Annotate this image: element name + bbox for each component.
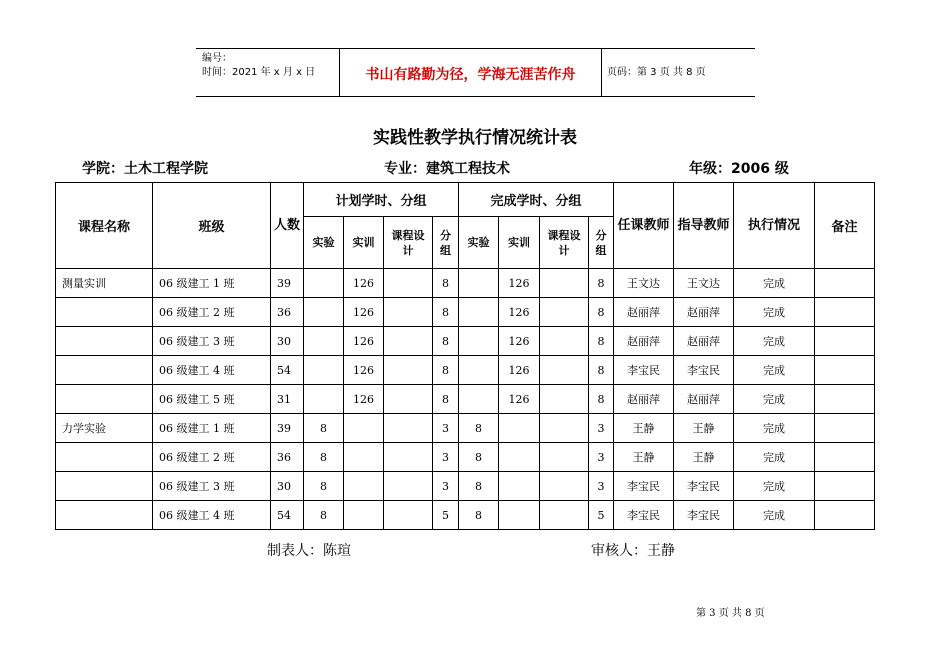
cell-class: 06 级建工 2 班 (153, 443, 271, 472)
cell-c-lab (459, 356, 499, 385)
cell-c-groups: 8 (589, 385, 614, 414)
cell-p-design (384, 327, 433, 356)
cell-p-train (344, 443, 384, 472)
cell-class: 06 级建工 1 班 (153, 269, 271, 298)
cell-c-groups: 3 (589, 443, 614, 472)
page-label: 页码：第 3 页 共 8 页 (607, 67, 706, 78)
cell-advisor: 赵丽萍 (674, 385, 734, 414)
header-planned-lab: 实验 (304, 217, 344, 269)
cell-p-train: 126 (344, 269, 384, 298)
cell-course (56, 443, 153, 472)
cell-p-lab (304, 385, 344, 414)
header-completed: 完成学时、分组 (459, 183, 614, 217)
cell-course (56, 327, 153, 356)
header-teacher: 任课教师 (614, 183, 674, 269)
cell-p-groups: 8 (433, 356, 459, 385)
cell-c-train: 126 (499, 298, 540, 327)
cell-teacher: 赵丽萍 (614, 385, 674, 414)
cell-remark (815, 443, 875, 472)
table-row (56, 269, 875, 298)
cell-teacher: 赵丽萍 (614, 327, 674, 356)
cell-advisor: 李宝民 (674, 472, 734, 501)
header-advisor: 指导教师 (674, 183, 734, 269)
cell-status: 完成 (734, 298, 815, 327)
cell-p-lab (304, 327, 344, 356)
header-remark: 备注 (815, 183, 875, 269)
cell-p-design (384, 501, 433, 530)
header-class: 班级 (153, 183, 271, 269)
cell-c-lab (459, 298, 499, 327)
cell-c-design (540, 269, 589, 298)
cell-p-design (384, 356, 433, 385)
table-row (56, 298, 875, 327)
cell-count: 54 (271, 501, 304, 530)
cell-status: 完成 (734, 327, 815, 356)
table-maker: 制表人：陈瑄 (267, 543, 351, 559)
cell-course (56, 385, 153, 414)
cell-p-design (384, 385, 433, 414)
time-label: 时间：2021 年 x 月 x 日 (202, 67, 316, 78)
cell-remark (815, 414, 875, 443)
table-row (56, 443, 875, 472)
statistics-table (55, 182, 875, 530)
cell-course (56, 501, 153, 530)
header-info-cell (196, 49, 340, 96)
table-header-row (56, 183, 875, 217)
table-row (56, 414, 875, 443)
cell-p-train (344, 501, 384, 530)
cell-count: 31 (271, 385, 304, 414)
cell-c-train (499, 443, 540, 472)
cell-p-lab: 8 (304, 472, 344, 501)
cell-p-design (384, 269, 433, 298)
cell-p-groups: 3 (433, 472, 459, 501)
cell-c-train: 126 (499, 269, 540, 298)
cell-c-lab: 8 (459, 501, 499, 530)
cell-p-groups: 8 (433, 385, 459, 414)
cell-c-lab: 8 (459, 472, 499, 501)
cell-remark (815, 356, 875, 385)
cell-advisor: 赵丽萍 (674, 327, 734, 356)
cell-c-train: 126 (499, 356, 540, 385)
table-row (56, 472, 875, 501)
cell-status: 完成 (734, 472, 815, 501)
cell-p-train: 126 (344, 327, 384, 356)
cell-c-design (540, 501, 589, 530)
cell-c-design (540, 414, 589, 443)
cell-course (56, 298, 153, 327)
cell-teacher: 赵丽萍 (614, 298, 674, 327)
page-title: 实践性教学执行情况统计表 (373, 128, 577, 148)
motto-cell (340, 49, 602, 96)
cell-advisor: 赵丽萍 (674, 298, 734, 327)
header-planned-train: 实训 (344, 217, 384, 269)
cell-c-train: 126 (499, 385, 540, 414)
cell-p-design (384, 298, 433, 327)
header-count: 人数 (271, 183, 304, 269)
cell-p-design (384, 414, 433, 443)
cell-p-train: 126 (344, 385, 384, 414)
cell-p-lab (304, 356, 344, 385)
cell-class: 06 级建工 1 班 (153, 414, 271, 443)
college-label: 学院：土木工程学院 (82, 161, 208, 177)
cell-c-train: 126 (499, 327, 540, 356)
cell-remark (815, 385, 875, 414)
cell-c-groups: 8 (589, 356, 614, 385)
header-completed-design: 课程设计 (540, 217, 589, 269)
cell-p-design (384, 472, 433, 501)
major-label: 专业：建筑工程技术 (384, 161, 510, 177)
header-completed-groups: 分组 (589, 217, 614, 269)
cell-p-groups: 3 (433, 414, 459, 443)
cell-c-design (540, 356, 589, 385)
cell-c-lab: 8 (459, 443, 499, 472)
cell-c-groups: 8 (589, 327, 614, 356)
cell-class: 06 级建工 4 班 (153, 501, 271, 530)
cell-count: 39 (271, 414, 304, 443)
grade-label: 年级：2006 级 (689, 161, 789, 177)
table-row (56, 327, 875, 356)
table-reviewer: 审核人：王静 (591, 543, 675, 559)
cell-teacher: 李宝民 (614, 356, 674, 385)
cell-count: 36 (271, 298, 304, 327)
cell-p-groups: 5 (433, 501, 459, 530)
cell-course (56, 472, 153, 501)
header-status: 执行情况 (734, 183, 815, 269)
cell-p-groups: 3 (433, 443, 459, 472)
table-row (56, 501, 875, 530)
table-row (56, 385, 875, 414)
header-planned-design: 课程设计 (384, 217, 433, 269)
cell-teacher: 王静 (614, 414, 674, 443)
header-planned: 计划学时、分组 (304, 183, 459, 217)
cell-p-train (344, 414, 384, 443)
cell-c-lab (459, 385, 499, 414)
cell-p-lab: 8 (304, 443, 344, 472)
cell-p-groups: 8 (433, 298, 459, 327)
cell-class: 06 级建工 4 班 (153, 356, 271, 385)
cell-c-train (499, 501, 540, 530)
header-completed-lab: 实验 (459, 217, 499, 269)
cell-remark (815, 501, 875, 530)
code-label: 编号： (202, 53, 232, 64)
cell-c-groups: 8 (589, 269, 614, 298)
cell-count: 30 (271, 327, 304, 356)
cell-p-train (344, 472, 384, 501)
header-planned-groups: 分组 (433, 217, 459, 269)
cell-c-lab (459, 269, 499, 298)
cell-teacher: 王文达 (614, 269, 674, 298)
cell-p-lab: 8 (304, 501, 344, 530)
document-header (196, 48, 755, 97)
cell-advisor: 李宝民 (674, 501, 734, 530)
cell-remark (815, 269, 875, 298)
cell-c-design (540, 472, 589, 501)
cell-count: 39 (271, 269, 304, 298)
cell-advisor: 王静 (674, 414, 734, 443)
cell-teacher: 王静 (614, 443, 674, 472)
cell-c-design (540, 298, 589, 327)
cell-c-lab: 8 (459, 414, 499, 443)
cell-c-groups: 8 (589, 298, 614, 327)
cell-c-design (540, 443, 589, 472)
cell-advisor: 李宝民 (674, 356, 734, 385)
cell-remark (815, 298, 875, 327)
cell-p-lab (304, 298, 344, 327)
cell-count: 36 (271, 443, 304, 472)
cell-course (56, 356, 153, 385)
cell-count: 54 (271, 356, 304, 385)
cell-class: 06 级建工 2 班 (153, 298, 271, 327)
cell-teacher: 李宝民 (614, 501, 674, 530)
cell-status: 完成 (734, 414, 815, 443)
cell-p-groups: 8 (433, 327, 459, 356)
cell-class: 06 级建工 3 班 (153, 472, 271, 501)
header-completed-train: 实训 (499, 217, 540, 269)
cell-p-lab (304, 269, 344, 298)
cell-c-train (499, 472, 540, 501)
cell-course: 力学实验 (56, 414, 153, 443)
cell-class: 06 级建工 5 班 (153, 385, 271, 414)
cell-c-design (540, 385, 589, 414)
cell-p-design (384, 443, 433, 472)
cell-p-groups: 8 (433, 269, 459, 298)
cell-remark (815, 472, 875, 501)
cell-advisor: 王文达 (674, 269, 734, 298)
cell-teacher: 李宝民 (614, 472, 674, 501)
cell-remark (815, 327, 875, 356)
cell-status: 完成 (734, 269, 815, 298)
cell-c-groups: 3 (589, 414, 614, 443)
cell-count: 30 (271, 472, 304, 501)
cell-c-train (499, 414, 540, 443)
cell-c-design (540, 327, 589, 356)
table-row (56, 356, 875, 385)
cell-advisor: 王静 (674, 443, 734, 472)
page-footer: 第 3 页 共 8 页 (696, 608, 765, 619)
cell-p-lab: 8 (304, 414, 344, 443)
cell-course: 测量实训 (56, 269, 153, 298)
cell-c-lab (459, 327, 499, 356)
motto: 书山有路勤为径，学海无涯苦作舟 (365, 67, 576, 83)
cell-status: 完成 (734, 501, 815, 530)
cell-status: 完成 (734, 385, 815, 414)
cell-c-groups: 3 (589, 472, 614, 501)
cell-c-groups: 5 (589, 501, 614, 530)
cell-p-train: 126 (344, 298, 384, 327)
cell-status: 完成 (734, 356, 815, 385)
cell-status: 完成 (734, 443, 815, 472)
cell-p-train: 126 (344, 356, 384, 385)
cell-class: 06 级建工 3 班 (153, 327, 271, 356)
header-course: 课程名称 (56, 183, 153, 269)
